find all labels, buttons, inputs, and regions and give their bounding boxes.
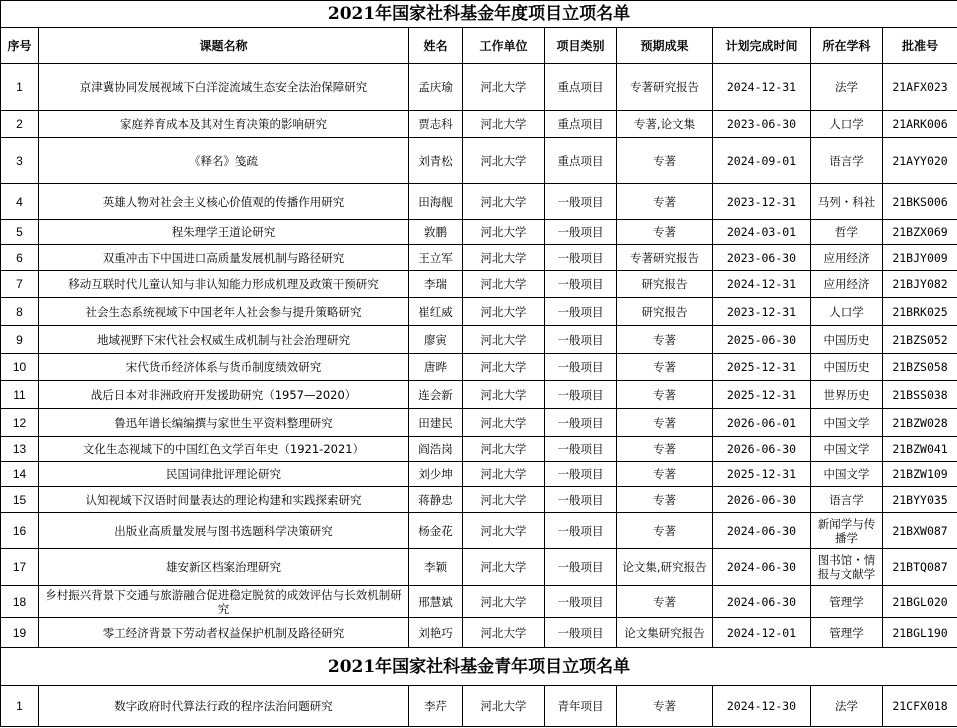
cell-outcome: 专著: [617, 586, 713, 618]
cell-discipline: 哲学: [811, 220, 883, 245]
cell-name: 崔红威: [409, 298, 463, 326]
cell-discipline: 法学: [811, 686, 883, 727]
cell-topic: 移动互联时代儿童认知与非认知能力形成机理及政策干预研究: [39, 271, 409, 298]
cell-name: 刘青松: [409, 138, 463, 184]
cell-deadline: 2023-12-31: [713, 184, 811, 220]
cell-name: 杨金花: [409, 513, 463, 549]
cell-name: 连会新: [409, 381, 463, 409]
cell-approval-no: 21BGL020: [883, 586, 957, 618]
header-category: 项目类别: [545, 28, 617, 64]
cell-unit: 河北大学: [463, 184, 545, 220]
cell-unit: 河北大学: [463, 245, 545, 271]
cell-approval-no: 21BSS038: [883, 381, 957, 409]
cell-deadline: 2026-06-01: [713, 409, 811, 437]
cell-outcome: 专著: [617, 184, 713, 220]
cell-unit: 河北大学: [463, 462, 545, 487]
cell-name: 敦鹏: [409, 220, 463, 245]
table-row: [1, 298, 957, 326]
cell-unit: 河北大学: [463, 586, 545, 618]
cell-name: 田海舰: [409, 184, 463, 220]
cell-category: 一般项目: [545, 271, 617, 298]
cell-discipline: 管理学: [811, 586, 883, 618]
table-row: [1, 245, 957, 271]
section-title-annual-row: [1, 1, 957, 28]
cell-discipline: 中国历史: [811, 326, 883, 354]
cell-category: 重点项目: [545, 138, 617, 184]
table-row: [1, 184, 957, 220]
cell-category: 一般项目: [545, 586, 617, 618]
cell-name: 李瑞: [409, 271, 463, 298]
cell-unit: 河北大学: [463, 111, 545, 138]
cell-category: 一般项目: [545, 184, 617, 220]
cell-topic: 鲁迅年谱长编编撰与家世生平资料整理研究: [39, 409, 409, 437]
cell-category: 重点项目: [545, 111, 617, 138]
cell-unit: 河北大学: [463, 326, 545, 354]
cell-outcome: 专著: [617, 381, 713, 409]
cell-seq: 15: [1, 487, 39, 513]
cell-approval-no: 21BKS006: [883, 184, 957, 220]
cell-seq: 11: [1, 381, 39, 409]
cell-topic: 战后日本对非洲政府开发援助研究（1957—2020）: [39, 381, 409, 409]
cell-seq: 19: [1, 618, 39, 648]
table-row: [1, 326, 957, 354]
cell-seq: 13: [1, 437, 39, 462]
cell-outcome: 专著: [617, 138, 713, 184]
cell-unit: 河北大学: [463, 549, 545, 586]
cell-discipline: 语言学: [811, 487, 883, 513]
cell-deadline: 2023-06-30: [713, 111, 811, 138]
cell-name: 王立军: [409, 245, 463, 271]
cell-outcome: 专著: [617, 686, 713, 727]
cell-name: 邢慧斌: [409, 586, 463, 618]
cell-discipline: 中国文学: [811, 437, 883, 462]
cell-discipline: 语言学: [811, 138, 883, 184]
cell-outcome: 专著: [617, 354, 713, 381]
cell-name: 唐晔: [409, 354, 463, 381]
cell-seq: 18: [1, 586, 39, 618]
cell-category: 一般项目: [545, 437, 617, 462]
cell-topic: 出版业高质量发展与图书选题科学决策研究: [39, 513, 409, 549]
table-row: [1, 586, 957, 618]
cell-unit: 河北大学: [463, 437, 545, 462]
cell-approval-no: 21BZS052: [883, 326, 957, 354]
cell-discipline: 中国历史: [811, 354, 883, 381]
cell-discipline: 应用经济: [811, 245, 883, 271]
cell-category: 一般项目: [545, 298, 617, 326]
cell-category: 一般项目: [545, 487, 617, 513]
cell-discipline: 中国文学: [811, 409, 883, 437]
cell-deadline: 2024-06-30: [713, 549, 811, 586]
cell-topic: 《释名》笺疏: [39, 138, 409, 184]
cell-outcome: 专著: [617, 462, 713, 487]
table-row: [1, 220, 957, 245]
table-row: [1, 618, 957, 648]
header-unit: 工作单位: [463, 28, 545, 64]
cell-unit: 河北大学: [463, 513, 545, 549]
cell-category: 一般项目: [545, 220, 617, 245]
table-row: [1, 686, 957, 727]
cell-category: 一般项目: [545, 409, 617, 437]
table-row: [1, 549, 957, 586]
cell-deadline: 2024-12-30: [713, 686, 811, 727]
cell-approval-no: 21BJY082: [883, 271, 957, 298]
cell-discipline: 图书馆・情报与文献学: [811, 549, 883, 586]
cell-topic: 零工经济背景下劳动者权益保护机制及路径研究: [39, 618, 409, 648]
cell-approval-no: 21BJY009: [883, 245, 957, 271]
cell-deadline: 2024-06-30: [713, 513, 811, 549]
table-row: [1, 138, 957, 184]
cell-unit: 河北大学: [463, 354, 545, 381]
cell-name: 刘艳巧: [409, 618, 463, 648]
cell-category: 一般项目: [545, 381, 617, 409]
cell-discipline: 人口学: [811, 298, 883, 326]
cell-approval-no: 21BTQ087: [883, 549, 957, 586]
cell-deadline: 2025-12-31: [713, 354, 811, 381]
cell-seq: 1: [1, 686, 39, 727]
table-row: [1, 381, 957, 409]
cell-approval-no: 21ARK006: [883, 111, 957, 138]
cell-outcome: 专著: [617, 326, 713, 354]
header-topic: 课题名称: [39, 28, 409, 64]
cell-approval-no: 21BGL190: [883, 618, 957, 648]
cell-category: 一般项目: [545, 462, 617, 487]
cell-deadline: 2023-06-30: [713, 245, 811, 271]
cell-category: 一般项目: [545, 513, 617, 549]
cell-discipline: 新闻学与传播学: [811, 513, 883, 549]
cell-discipline: 法学: [811, 64, 883, 111]
cell-topic: 社会生态系统视域下中国老年人社会参与提升策略研究: [39, 298, 409, 326]
cell-outcome: 专著研究报告: [617, 64, 713, 111]
cell-approval-no: 21BZW041: [883, 437, 957, 462]
cell-seq: 6: [1, 245, 39, 271]
cell-topic: 宋代货币经济体系与货币制度绩效研究: [39, 354, 409, 381]
cell-topic: 家庭养育成本及其对生育决策的影响研究: [39, 111, 409, 138]
header-name: 姓名: [409, 28, 463, 64]
cell-name: 廖寅: [409, 326, 463, 354]
table-row: [1, 409, 957, 437]
cell-category: 一般项目: [545, 549, 617, 586]
section-title-youth: 2021年国家社科基金青年项目立项名单: [1, 648, 957, 686]
cell-name: 阎浩岗: [409, 437, 463, 462]
cell-seq: 16: [1, 513, 39, 549]
cell-deadline: 2025-12-31: [713, 462, 811, 487]
cell-discipline: 世界历史: [811, 381, 883, 409]
cell-category: 一般项目: [545, 618, 617, 648]
cell-topic: 程朱理学王道论研究: [39, 220, 409, 245]
table-row: [1, 271, 957, 298]
cell-seq: 2: [1, 111, 39, 138]
cell-unit: 河北大学: [463, 686, 545, 727]
cell-deadline: 2023-12-31: [713, 298, 811, 326]
table-header-row: [1, 28, 957, 64]
header-approval-no: 批准号: [883, 28, 957, 64]
cell-category: 一般项目: [545, 326, 617, 354]
cell-seq: 12: [1, 409, 39, 437]
cell-approval-no: 21BZW028: [883, 409, 957, 437]
cell-seq: 8: [1, 298, 39, 326]
cell-unit: 河北大学: [463, 138, 545, 184]
cell-unit: 河北大学: [463, 220, 545, 245]
cell-deadline: 2025-12-31: [713, 381, 811, 409]
header-deadline: 计划完成时间: [713, 28, 811, 64]
cell-deadline: 2024-12-01: [713, 618, 811, 648]
cell-deadline: 2024-09-01: [713, 138, 811, 184]
table-row: [1, 487, 957, 513]
cell-deadline: 2024-12-31: [713, 271, 811, 298]
cell-outcome: 论文集,研究报告: [617, 549, 713, 586]
table-row: [1, 513, 957, 549]
cell-topic: 数字政府时代算法行政的程序法治问题研究: [39, 686, 409, 727]
cell-seq: 5: [1, 220, 39, 245]
section-title-youth-row: [1, 648, 957, 686]
cell-topic: 地域视野下宋代社会权威生成机制与社会治理研究: [39, 326, 409, 354]
cell-topic: 英雄人物对社会主义核心价值观的传播作用研究: [39, 184, 409, 220]
cell-discipline: 马列・科社: [811, 184, 883, 220]
cell-seq: 4: [1, 184, 39, 220]
cell-topic: 双重冲击下中国进口高质量发展机制与路径研究: [39, 245, 409, 271]
cell-outcome: 专著研究报告: [617, 245, 713, 271]
header-seq: 序号: [1, 28, 39, 64]
cell-name: 贾志科: [409, 111, 463, 138]
cell-approval-no: 21AFX023: [883, 64, 957, 111]
cell-topic: 京津冀协同发展视域下白洋淀流域生态安全法治保障研究: [39, 64, 409, 111]
cell-outcome: 专著: [617, 487, 713, 513]
cell-approval-no: 21AYY020: [883, 138, 957, 184]
cell-discipline: 管理学: [811, 618, 883, 648]
cell-approval-no: 21BZW109: [883, 462, 957, 487]
cell-outcome: 研究报告: [617, 271, 713, 298]
header-discipline: 所在学科: [811, 28, 883, 64]
cell-topic: 民国词律批评理论研究: [39, 462, 409, 487]
cell-name: 刘少坤: [409, 462, 463, 487]
cell-deadline: 2024-06-30: [713, 586, 811, 618]
cell-unit: 河北大学: [463, 298, 545, 326]
cell-seq: 10: [1, 354, 39, 381]
cell-name: 李颖: [409, 549, 463, 586]
cell-approval-no: 21BXW087: [883, 513, 957, 549]
cell-name: 孟庆瑜: [409, 64, 463, 111]
cell-category: 一般项目: [545, 245, 617, 271]
cell-category: 重点项目: [545, 64, 617, 111]
cell-unit: 河北大学: [463, 271, 545, 298]
cell-unit: 河北大学: [463, 409, 545, 437]
cell-discipline: 应用经济: [811, 271, 883, 298]
cell-seq: 14: [1, 462, 39, 487]
cell-unit: 河北大学: [463, 64, 545, 111]
cell-deadline: 2026-06-30: [713, 437, 811, 462]
cell-approval-no: 21BRK025: [883, 298, 957, 326]
cell-outcome: 专著,论文集: [617, 111, 713, 138]
cell-seq: 1: [1, 64, 39, 111]
cell-deadline: 2026-06-30: [713, 487, 811, 513]
cell-unit: 河北大学: [463, 618, 545, 648]
cell-topic: 认知视域下汉语时间量表达的理论构建和实践探索研究: [39, 487, 409, 513]
cell-approval-no: 21CFX018: [883, 686, 957, 727]
table-row: [1, 111, 957, 138]
cell-seq: 9: [1, 326, 39, 354]
cell-name: 李芹: [409, 686, 463, 727]
table-row: [1, 437, 957, 462]
cell-discipline: 人口学: [811, 111, 883, 138]
cell-outcome: 专著: [617, 409, 713, 437]
cell-outcome: 专著: [617, 437, 713, 462]
cell-approval-no: 21BZX069: [883, 220, 957, 245]
table-row: [1, 462, 957, 487]
cell-discipline: 中国文学: [811, 462, 883, 487]
cell-name: 蒋静忠: [409, 487, 463, 513]
cell-topic: 雄安新区档案治理研究: [39, 549, 409, 586]
cell-deadline: 2024-12-31: [713, 64, 811, 111]
cell-approval-no: 21BYY035: [883, 487, 957, 513]
cell-unit: 河北大学: [463, 381, 545, 409]
cell-unit: 河北大学: [463, 487, 545, 513]
cell-outcome: 专著: [617, 513, 713, 549]
cell-topic: 文化生态视域下的中国红色文学百年史（1921-2021）: [39, 437, 409, 462]
table-row: [1, 64, 957, 111]
cell-topic: 乡村振兴背景下交通与旅游融合促进稳定脱贫的成效评估与长效机制研究: [39, 586, 409, 618]
table-row: [1, 354, 957, 381]
header-outcome: 预期成果: [617, 28, 713, 64]
cell-outcome: 论文集研究报告: [617, 618, 713, 648]
cell-approval-no: 21BZS058: [883, 354, 957, 381]
section-title-annual: 2021年国家社科基金年度项目立项名单: [1, 1, 957, 28]
cell-seq: 3: [1, 138, 39, 184]
cell-seq: 7: [1, 271, 39, 298]
cell-category: 一般项目: [545, 354, 617, 381]
cell-outcome: 研究报告: [617, 298, 713, 326]
cell-deadline: 2024-03-01: [713, 220, 811, 245]
cell-category: 青年项目: [545, 686, 617, 727]
cell-name: 田建民: [409, 409, 463, 437]
cell-outcome: 专著: [617, 220, 713, 245]
cell-seq: 17: [1, 549, 39, 586]
cell-deadline: 2025-06-30: [713, 326, 811, 354]
